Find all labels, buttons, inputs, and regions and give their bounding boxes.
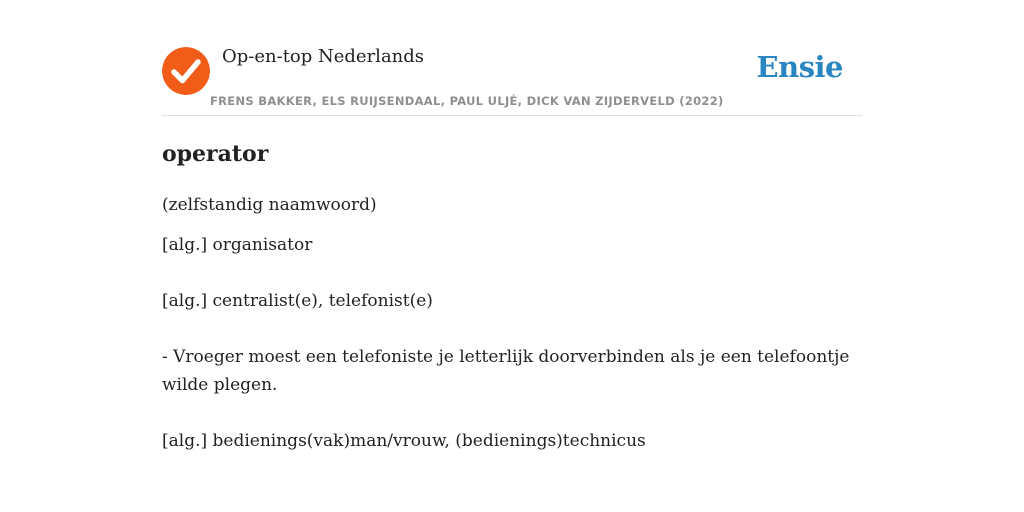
entry-card <box>162 0 862 512</box>
headword: operator <box>162 141 269 167</box>
orange-checkmark-icon <box>162 47 210 95</box>
part-of-speech: (zelfstandig naamwoord) <box>162 195 377 215</box>
sense-item: [alg.] organisator <box>162 235 313 255</box>
source-authors: FRENS BAKKER, ELS RUIJSENDAAL, PAUL ULJÉ, DICK VAN ZIJDERVELD (2022) <box>210 94 724 108</box>
example-sentence: - Vroeger moest een telefoniste je letterlijk doorverbinden als je een telefoontje wilde plegen. <box>162 347 850 395</box>
sense-item: [alg.] bedienings(vak)man/vrouw, (bedienings)technicus <box>162 431 646 451</box>
entry-content <box>162 138 862 483</box>
source-title[interactable]: Op-en-top Nederlands <box>222 46 425 67</box>
sense-item: [alg.] centralist(e), telefonist(e) <box>162 291 433 311</box>
source-header <box>162 0 862 116</box>
ensie-logo-link[interactable]: Ensie <box>756 50 843 84</box>
